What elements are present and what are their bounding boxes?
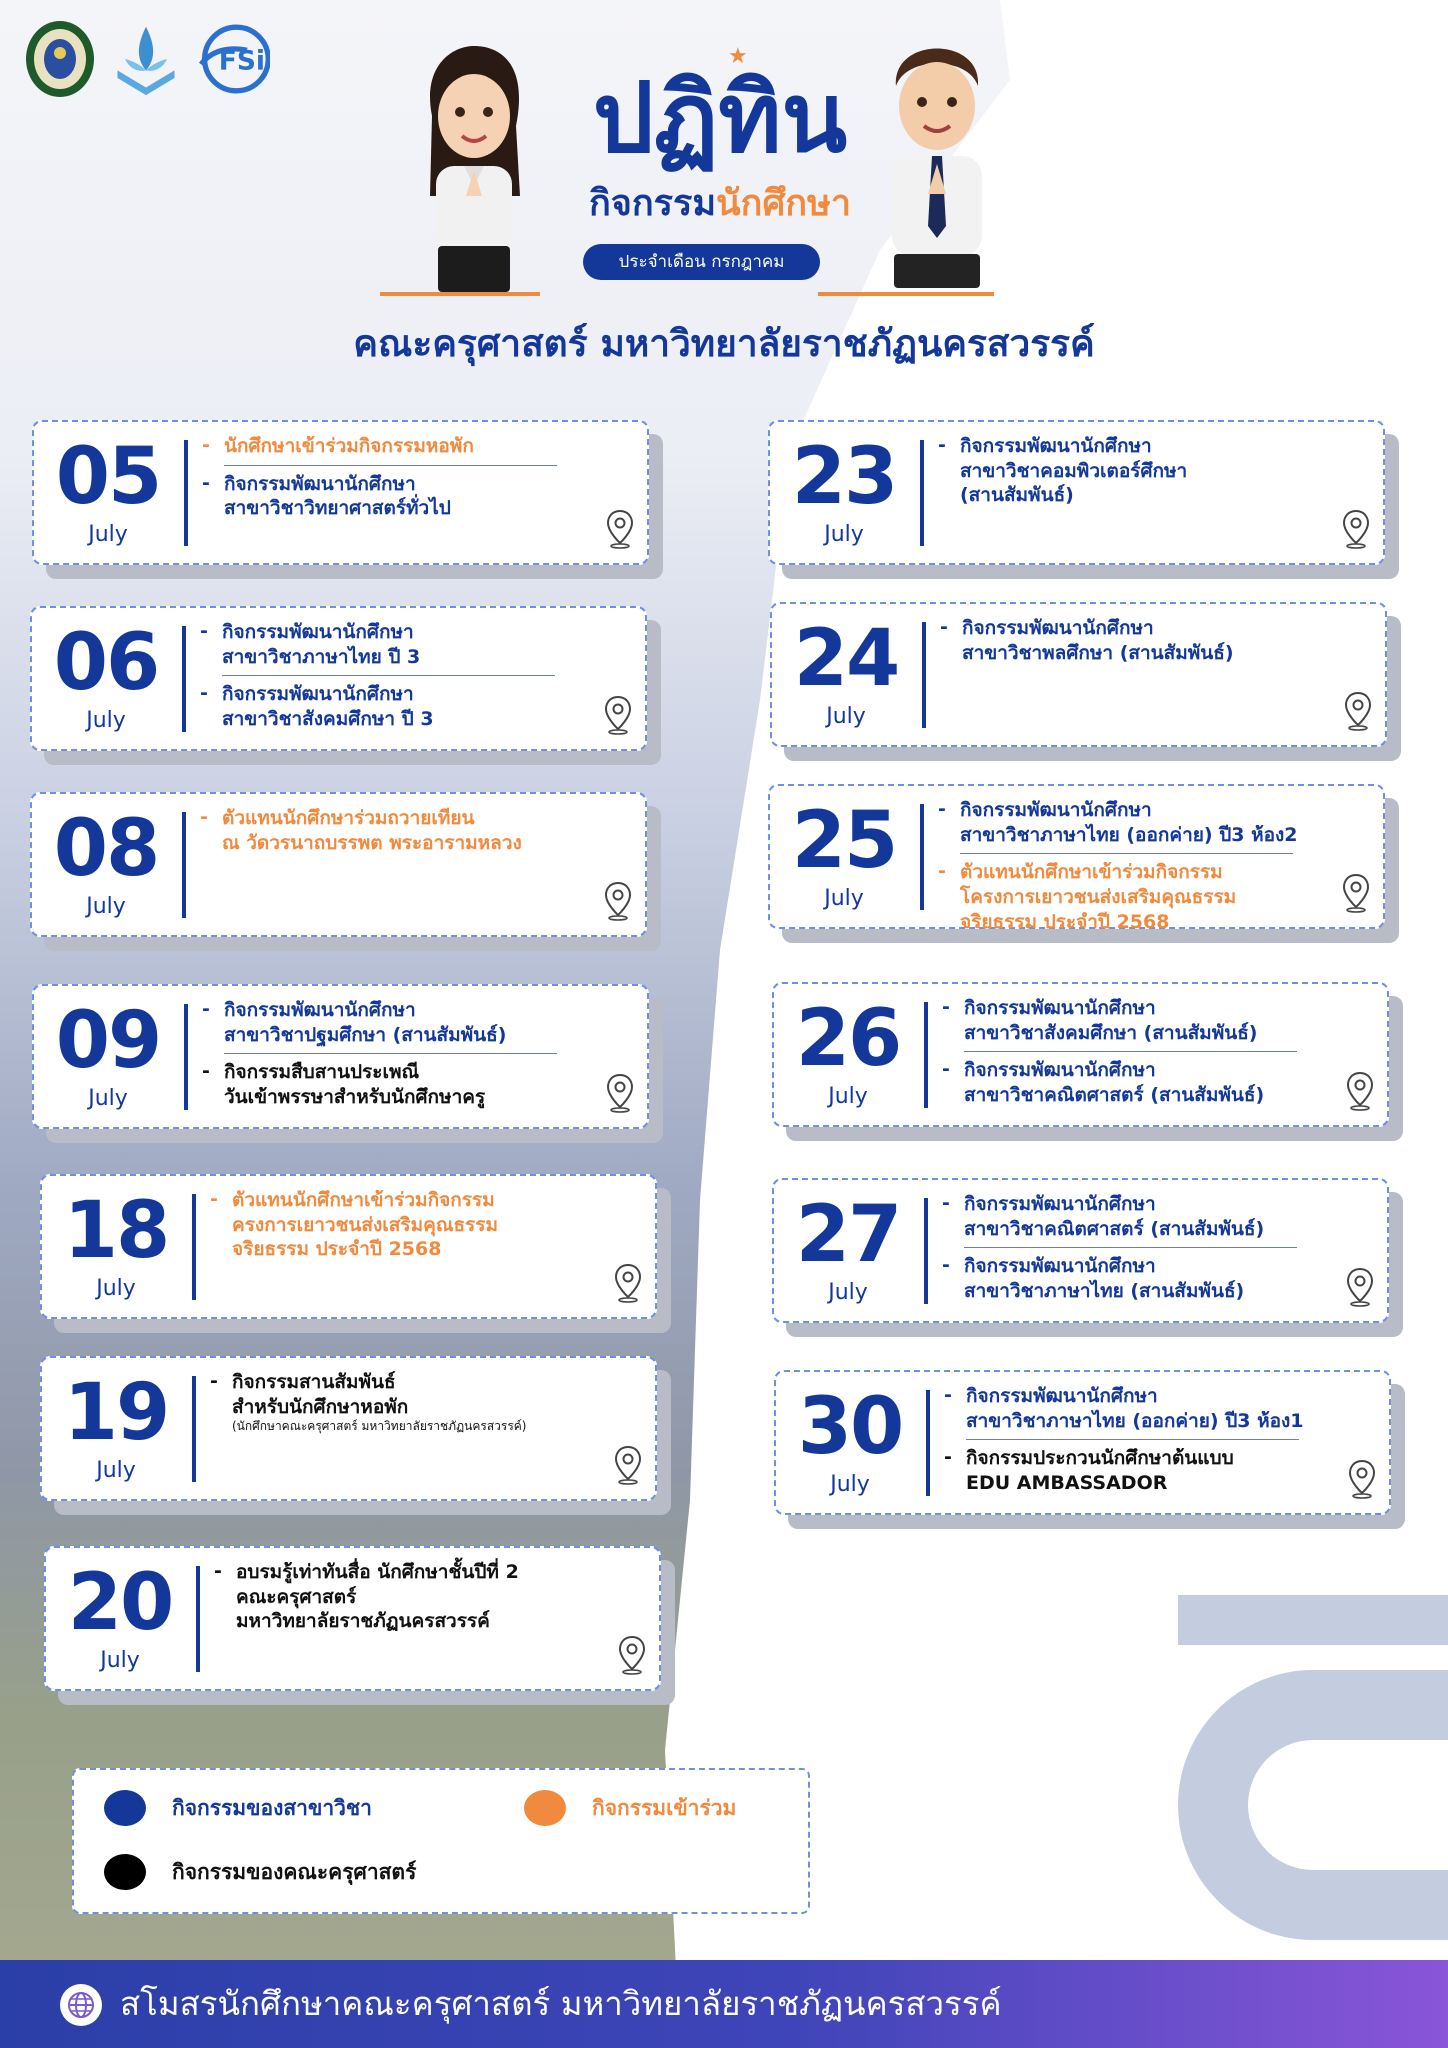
- bullet-dash: -: [942, 996, 950, 1018]
- activity-line: มหาวิทยาลัยราชภัฏนครสวรรค์: [236, 1610, 490, 1633]
- calendar-card: [40, 1174, 657, 1319]
- card-face: [30, 792, 647, 937]
- bullet-dash: -: [214, 1560, 222, 1582]
- card-month: July: [88, 522, 128, 547]
- activity-line: สาขาวิชาคณิตศาสตร์ (สานสัมพันธ์): [964, 1217, 1265, 1240]
- bullet-dash: -: [210, 1188, 218, 1210]
- activity-text: [964, 1192, 1264, 1241]
- card-day: 26: [795, 994, 901, 1084]
- activity-line: วันเข้าพรรษาสำหรับนักศึกษาครู: [224, 1086, 486, 1109]
- activity-text: [224, 472, 451, 521]
- activity-line: จริยธรรม ประจำปี 2568: [960, 910, 1170, 933]
- card-face: [32, 420, 649, 565]
- card-face: [772, 1178, 1389, 1323]
- card-items: [200, 618, 595, 738]
- bullet-dash: -: [942, 1254, 950, 1277]
- faculty-lotus-logo: [108, 16, 184, 102]
- activity-text: [232, 1370, 527, 1435]
- legend-item-joined: [524, 1790, 736, 1826]
- calendar-card: [772, 1178, 1389, 1323]
- activity-item: [938, 798, 1333, 847]
- calendar-card: [32, 984, 649, 1129]
- star-icon: ★: [728, 44, 748, 69]
- card-items: [942, 1190, 1337, 1310]
- activity-line: กิจกรรมพัฒนานักศึกษา: [966, 1385, 1158, 1407]
- calendar-card: [768, 420, 1385, 565]
- svg-text:FSi: FSi: [218, 45, 266, 77]
- bullet-dash: -: [202, 1060, 210, 1083]
- card-day: 25: [791, 796, 897, 886]
- calendar-card: [772, 982, 1389, 1127]
- location-pin-icon: [605, 509, 635, 553]
- card-items: [202, 996, 597, 1116]
- activity-text: [236, 1560, 519, 1634]
- activity-text: [960, 860, 1236, 934]
- activity-text: [222, 620, 420, 669]
- card-day: 24: [793, 614, 899, 704]
- card-day: 23: [791, 432, 897, 522]
- activity-text: [966, 1446, 1234, 1495]
- activity-item: [938, 434, 1333, 508]
- card-face: [772, 982, 1389, 1127]
- card-divider: [924, 1002, 928, 1108]
- card-divider: [192, 1194, 196, 1300]
- activity-text: [966, 1384, 1304, 1433]
- activity-text: [964, 1254, 1244, 1303]
- location-pin-icon: [603, 695, 633, 739]
- location-pin-icon: [617, 1635, 647, 1679]
- activity-item: [200, 806, 595, 855]
- legend-label: กิจกรรมเข้าร่วม: [592, 1795, 737, 1820]
- item-separator: [224, 1053, 557, 1054]
- card-items: [214, 1558, 609, 1640]
- legend-label: กิจกรรมของคณะครุศาสตร์: [172, 1859, 417, 1884]
- card-face: [40, 1356, 657, 1501]
- calendar-card: [32, 420, 649, 565]
- card-items: [200, 804, 595, 861]
- activity-item: [940, 616, 1335, 665]
- card-month: July: [824, 886, 864, 911]
- activity-item: [210, 1370, 605, 1435]
- card-day: 30: [797, 1382, 903, 1472]
- card-items: [938, 432, 1333, 514]
- card-day: 18: [63, 1186, 169, 1276]
- activity-text: [960, 434, 1187, 508]
- activity-line: (สานสัมพันธ์): [960, 484, 1074, 507]
- item-separator: [222, 675, 555, 676]
- card-month: July: [86, 708, 126, 733]
- legend: [72, 1768, 810, 1914]
- location-pin-icon: [1343, 691, 1373, 735]
- location-pin-icon: [1341, 509, 1371, 553]
- activity-line: สาขาวิชาภาษาไทย (สานสัมพันธ์): [964, 1280, 1245, 1303]
- activity-line: นักศึกษาเข้าร่วมกิจกรรมหอพัก: [224, 435, 474, 457]
- activity-line: กิจกรรมพัฒนานักศึกษา: [224, 999, 416, 1021]
- activity-line: กิจกรรมพัฒนานักศึกษา: [224, 472, 416, 495]
- university-seal-logo: [22, 16, 98, 102]
- bullet-dash: -: [202, 434, 210, 456]
- activity-line: กิจกรรมพัฒนานักศึกษา: [964, 1193, 1156, 1215]
- activity-item: [202, 1060, 597, 1109]
- bullet-dash: -: [944, 1384, 952, 1406]
- bullet-dash: -: [944, 1446, 952, 1469]
- location-pin-icon: [605, 1073, 635, 1117]
- legend-label: กิจกรรมของสาขาวิชา: [172, 1795, 372, 1820]
- orange-dot-icon: [524, 1790, 566, 1826]
- card-divider: [192, 1376, 196, 1482]
- calendar-card: [44, 1546, 661, 1691]
- decorative-shape-inner: [1248, 1740, 1448, 1870]
- item-separator: [224, 465, 557, 466]
- activity-text: [222, 682, 434, 731]
- calendar-card: [40, 1356, 657, 1501]
- activity-note: (นักศึกษาคณะครุศาสตร์ มหาวิทยาลัยราชภัฏนครสวรรค์): [232, 1419, 527, 1434]
- card-divider: [184, 440, 188, 546]
- calendar-card: [30, 606, 647, 751]
- female-student-illustration: [412, 46, 536, 300]
- activity-text: [962, 616, 1234, 665]
- activity-line: สาขาวิชาวิทยาศาสตร์ทั่วไป: [224, 497, 451, 520]
- location-pin-icon: [613, 1445, 643, 1489]
- calendar-card: [774, 1370, 1391, 1515]
- bullet-dash: -: [938, 434, 946, 456]
- bullet-dash: -: [940, 616, 948, 638]
- card-day: 19: [63, 1368, 169, 1458]
- student-club-logo: [194, 16, 270, 102]
- card-day: 08: [53, 804, 159, 894]
- legend-item-faculty: [104, 1854, 416, 1890]
- activity-line: กิจกรรมพัฒนานักศึกษา: [960, 799, 1152, 821]
- activity-line: กิจกรรมพัฒนานักศึกษา: [962, 617, 1154, 639]
- activity-text: [960, 798, 1298, 847]
- location-pin-icon: [1345, 1267, 1375, 1311]
- card-divider: [182, 812, 186, 918]
- globe-icon: [60, 1984, 102, 2026]
- activity-text: [222, 806, 522, 855]
- activity-line: กิจกรรมสานสัมพันธ์: [232, 1371, 396, 1393]
- card-face: [32, 984, 649, 1129]
- bullet-dash: -: [200, 806, 208, 828]
- card-divider: [196, 1566, 200, 1672]
- card-divider: [182, 626, 186, 732]
- item-separator: [966, 1439, 1299, 1440]
- activity-text: [964, 1058, 1264, 1107]
- activity-line: กิจกรรมพัฒนานักศึกษา: [964, 1255, 1156, 1278]
- card-divider: [926, 1390, 930, 1496]
- calendar-card: [30, 792, 647, 937]
- card-face: [770, 602, 1387, 747]
- card-items: [202, 432, 597, 527]
- bullet-dash: -: [200, 620, 208, 642]
- activity-item: [202, 472, 597, 521]
- activity-item: [214, 1560, 609, 1634]
- card-divider: [922, 622, 926, 728]
- activity-text: [964, 996, 1258, 1045]
- activity-item: [200, 682, 595, 731]
- activity-item: [942, 1192, 1337, 1241]
- card-month: July: [828, 1280, 868, 1305]
- card-items: [938, 796, 1333, 940]
- activity-text: [224, 1060, 485, 1109]
- activity-item: [210, 1188, 605, 1262]
- activity-text: [232, 1188, 498, 1262]
- activity-line: โครงการเยาวชนส่งเสริมคุณธรรม: [960, 886, 1237, 909]
- activity-line: ครงการเยาวชนส่งเสริมคุณธรรม: [232, 1213, 498, 1236]
- logo-group: [22, 16, 270, 102]
- month-badge: ประจำเดือน กรกฎาคม: [583, 244, 820, 280]
- activity-line: สำหรับนักศึกษาหอพัก: [232, 1395, 409, 1418]
- activity-line: กิจกรรมสืบสานประเพณี: [224, 1061, 420, 1084]
- card-month: July: [100, 1648, 140, 1673]
- activity-line: สาขาวิชาภาษาไทย ปี 3: [222, 645, 421, 668]
- activity-line: กิจกรรมพัฒนานักศึกษา: [222, 621, 414, 643]
- activity-line: คณะครุศาสตร์: [236, 1585, 357, 1608]
- activity-item: [942, 1254, 1337, 1303]
- activity-item: [942, 1058, 1337, 1107]
- card-face: [768, 784, 1385, 933]
- activity-line: ตัวแทนนักศึกษาเข้าร่วมกิจกรรม: [960, 861, 1223, 884]
- card-items: [940, 614, 1335, 671]
- legend-item-department: [104, 1790, 372, 1826]
- activity-line: สาขาวิชาคณิตศาสตร์ (สานสัมพันธ์): [964, 1084, 1265, 1107]
- card-face: [40, 1174, 657, 1319]
- location-pin-icon: [603, 881, 633, 925]
- title-underline-left: [380, 292, 540, 296]
- card-day: 05: [55, 432, 161, 522]
- activity-line: EDU AMBASSADOR: [966, 1472, 1168, 1495]
- activity-line: กิจกรรมพัฒนานักศึกษา: [960, 435, 1152, 457]
- card-items: [210, 1186, 605, 1268]
- card-items: [944, 1382, 1339, 1502]
- activity-line: สาขาวิชาคอมพิวเตอร์ศึกษา: [960, 459, 1188, 482]
- card-face: [768, 420, 1385, 565]
- bullet-dash: -: [942, 1058, 950, 1081]
- card-face: [30, 606, 647, 751]
- blue-dot-icon: [104, 1790, 146, 1826]
- card-month: July: [826, 704, 866, 729]
- page-subtitle: กิจกรรมนักศึกษา: [588, 183, 852, 224]
- location-pin-icon: [1347, 1459, 1377, 1503]
- item-separator: [964, 1247, 1297, 1248]
- location-pin-icon: [613, 1263, 643, 1307]
- card-divider: [924, 1198, 928, 1304]
- item-separator: [960, 853, 1293, 854]
- footer-bar: [0, 1960, 1448, 2048]
- activity-item: [202, 998, 597, 1047]
- card-month: July: [96, 1276, 136, 1301]
- activity-line: ตัวแทนนักศึกษาร่วมถวายเทียน: [222, 807, 475, 829]
- decorative-bar: [1178, 1595, 1448, 1645]
- black-dot-icon: [104, 1854, 146, 1890]
- activity-line: ณ วัดวรนาถบรรพต พระอารามหลวง: [222, 831, 522, 854]
- card-month: July: [88, 1086, 128, 1111]
- activity-line: สาขาวิชาภาษาไทย (ออกค่าย) ปี3 ห้อง2: [960, 823, 1298, 846]
- calendar-card: [768, 784, 1385, 933]
- card-divider: [920, 804, 924, 910]
- activity-item: [938, 860, 1333, 934]
- activity-item: [944, 1446, 1339, 1495]
- card-face: [774, 1370, 1391, 1515]
- card-items: [942, 994, 1337, 1114]
- activity-item: [942, 996, 1337, 1045]
- activity-line: กิจกรรมพัฒนานักศึกษา: [222, 683, 414, 706]
- activity-item: [200, 620, 595, 669]
- activity-line: ตัวแทนนักศึกษาเข้าร่วมกิจกรรม: [232, 1189, 495, 1211]
- activity-item: [944, 1384, 1339, 1433]
- card-divider: [184, 1004, 188, 1110]
- card-items: [210, 1368, 605, 1441]
- card-day: 09: [55, 996, 161, 1086]
- activity-line: สาขาวิชาสังคมศึกษา ปี 3: [222, 708, 434, 731]
- card-month: July: [96, 1458, 136, 1483]
- location-pin-icon: [1341, 873, 1371, 917]
- calendar-card: [770, 602, 1387, 747]
- activity-line: สาขาวิชาปฐมศึกษา (สานสัมพันธ์): [224, 1023, 507, 1046]
- title-underline-right: [818, 292, 994, 296]
- footer-text: สโมสรนักศึกษาคณะครุศาสตร์ มหาวิทยาลัยราชภัฏนครสวรรค์: [120, 1984, 1002, 2023]
- activity-line: จริยธรรม ประจำปี 2568: [232, 1238, 442, 1261]
- bullet-dash: -: [938, 798, 946, 820]
- activity-text: [224, 434, 474, 459]
- card-month: July: [86, 894, 126, 919]
- activity-item: [202, 434, 597, 459]
- card-month: July: [828, 1084, 868, 1109]
- item-separator: [964, 1051, 1297, 1052]
- bullet-dash: -: [938, 860, 946, 883]
- bullet-dash: -: [200, 682, 208, 705]
- activity-line: สาขาวิชาภาษาไทย (ออกค่าย) ปี3 ห้อง1: [966, 1409, 1304, 1432]
- card-face: [44, 1546, 661, 1691]
- bullet-dash: -: [942, 1192, 950, 1214]
- card-day: 20: [67, 1558, 173, 1648]
- activity-line: กิจกรรมพัฒนานักศึกษา: [964, 1059, 1156, 1082]
- page-title: ปฏิทิน: [592, 62, 848, 174]
- location-pin-icon: [1345, 1071, 1375, 1115]
- bullet-dash: -: [202, 471, 210, 494]
- activity-text: [224, 998, 506, 1047]
- card-day: 06: [53, 618, 159, 708]
- card-month: July: [830, 1472, 870, 1497]
- card-divider: [920, 440, 924, 546]
- card-day: 27: [795, 1190, 901, 1280]
- card-month: July: [824, 522, 864, 547]
- bullet-dash: -: [202, 998, 210, 1020]
- activity-line: กิจกรรมพัฒนานักศึกษา: [964, 997, 1156, 1019]
- activity-line: กิจกรรมประกวนนักศึกษาต้นแบบ: [966, 1447, 1234, 1470]
- activity-line: สาขาวิชาพลศึกษา (สานสัมพันธ์): [962, 641, 1234, 664]
- bullet-dash: -: [210, 1370, 218, 1392]
- activity-line: อบรมรู้เท่าทันสื่อ นักศึกษาชั้นปีที่ 2: [236, 1561, 519, 1583]
- faculty-heading: คณะครุศาสตร์ มหาวิทยาลัยราชภัฏนครสวรรค์: [353, 322, 1095, 365]
- activity-line: สาขาวิชาสังคมศึกษา (สานสัมพันธ์): [964, 1021, 1258, 1044]
